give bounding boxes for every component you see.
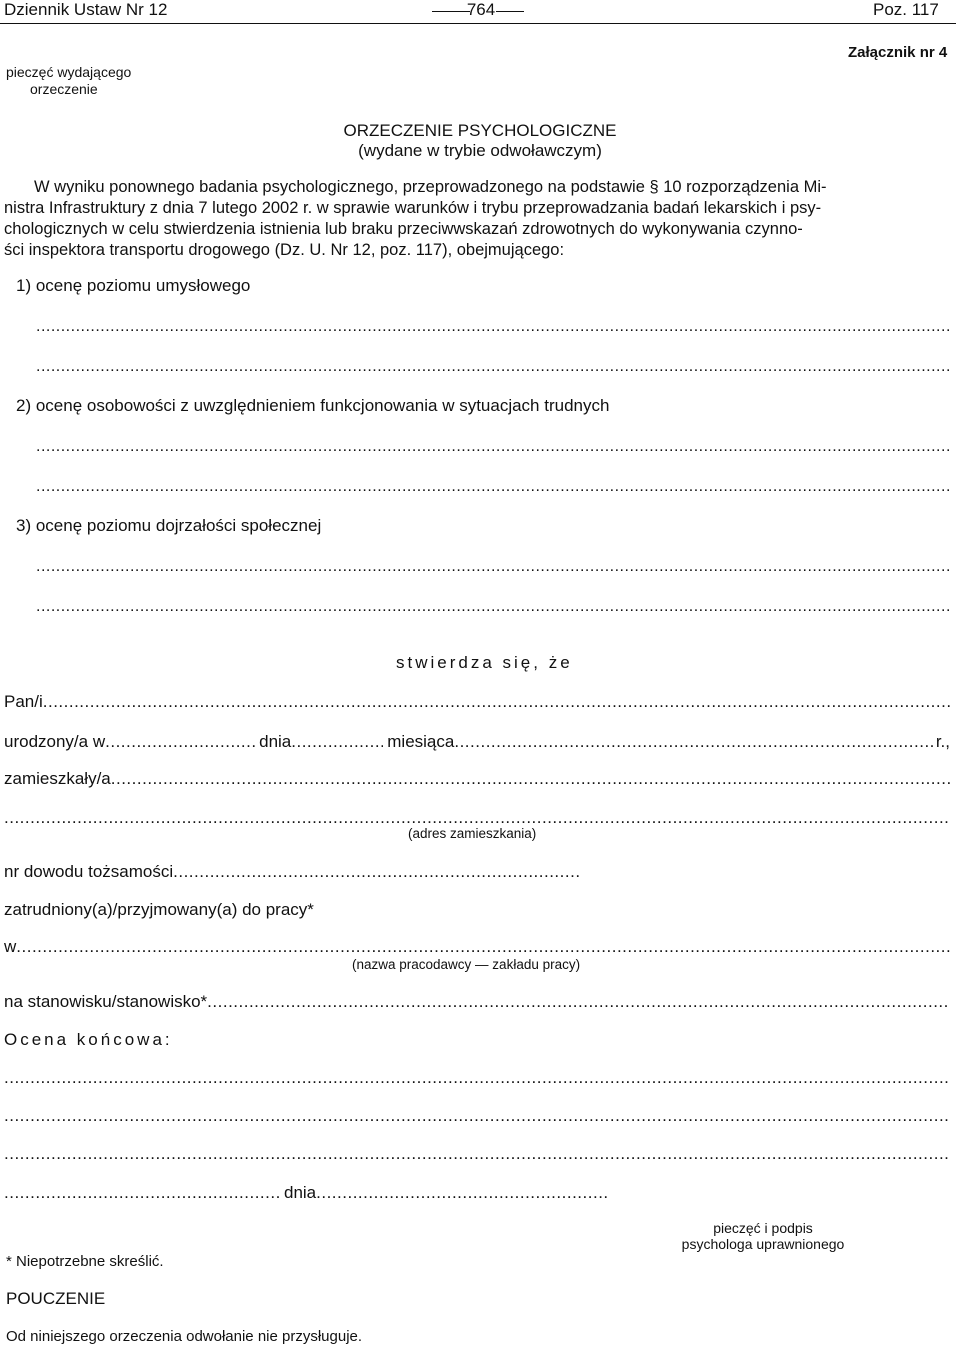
id-field[interactable]	[173, 861, 582, 883]
name-label: Pan/i	[4, 692, 43, 711]
item-3-label: 3) ocenę poziomu dojrzałości społecznej	[16, 516, 322, 535]
position-field[interactable]	[207, 991, 950, 1013]
final-assessment-label: Ocena końcowa:	[4, 1030, 173, 1049]
stamp-label-line1: pieczęć wydającego	[6, 64, 132, 80]
item-2-line-2[interactable]	[36, 478, 950, 496]
item-1-line-1[interactable]	[36, 318, 950, 336]
signature-caption-line1: pieczęć i podpis	[713, 1220, 813, 1236]
header-dash-right	[496, 11, 524, 12]
signature-caption-line2: psychologa uprawnionego	[681, 1236, 845, 1252]
employment-label: zatrudniony(a)/przyjmowany(a) do pracy*	[4, 900, 314, 919]
page-number: 764	[466, 0, 496, 19]
place-field[interactable]	[4, 1182, 280, 1204]
birthplace-field[interactable]	[105, 731, 255, 753]
id-label: nr dowodu tożsamości	[4, 862, 174, 881]
document-title: ORZECZENIE PSYCHOLOGICZNE	[343, 121, 617, 140]
final-assessment-line-1[interactable]	[4, 1068, 950, 1088]
employer-prefix: w	[4, 937, 17, 956]
item-3-line-1[interactable]	[36, 558, 950, 576]
item-2-label: 2) ocenę osobowości z uwzględnieniem funkcjonowania w sytuacjach trudnych	[16, 396, 610, 415]
birth-day-field[interactable]	[291, 731, 383, 753]
intro-line-3: chologicznych w celu stwierdzenia istnienia lub braku przeciwwskazań zdrowotnych do wykonywania czynno-	[4, 220, 803, 238]
intro-line-4: ści inspektora transportu drogowego (Dz. U. Nr 12, poz. 117), obejmującego:	[4, 241, 565, 259]
date-label: dnia	[284, 1183, 317, 1202]
final-assessment-line-3[interactable]	[4, 1144, 950, 1164]
residence-field-row	[4, 768, 950, 790]
item-3-line-2[interactable]	[36, 598, 950, 616]
year-suffix: r.,	[935, 732, 950, 751]
notice-text: Od niniejszego orzeczenia odwołanie nie przysługuje.	[6, 1328, 363, 1345]
place-date-row	[4, 1182, 610, 1204]
day-label: dnia	[259, 732, 292, 751]
birth-month-field[interactable]	[454, 731, 933, 753]
footnote: * Niepotrzebne skreślić.	[6, 1253, 164, 1270]
finding-heading: stwierdza się, że	[396, 653, 573, 672]
item-2-line-1[interactable]	[36, 438, 950, 456]
annex-label: Załącznik nr 4	[848, 44, 948, 61]
header-rule	[0, 23, 956, 24]
position-field-row	[4, 991, 950, 1013]
employer-field-row	[4, 936, 950, 958]
residence-label: zamieszkały/a	[4, 769, 111, 788]
id-field-row	[4, 861, 582, 883]
residence-field[interactable]	[111, 768, 950, 790]
intro-line-2: nistra Infrastruktury z dnia 7 lutego 2002 r. w sprawie warunków i trybu przeprowadzania badań lekarskich i psy-	[4, 199, 822, 217]
employer-field[interactable]	[16, 936, 950, 958]
position-number: Poz. 117	[873, 0, 939, 19]
document-subtitle: (wydane w trybie odwoławczym)	[358, 141, 602, 160]
month-label: miesiąca	[387, 732, 455, 751]
final-assessment-line-2[interactable]	[4, 1106, 950, 1126]
journal-name: Dziennik Ustaw Nr 12	[4, 0, 168, 19]
employer-caption: (nazwa pracodawcy — zakładu pracy)	[352, 957, 581, 972]
date-field[interactable]	[316, 1182, 610, 1204]
intro-line-1: W wyniku ponownego badania psychologicznego, przeprowadzonego na podstawie § 10 rozporządzenia Mi-	[34, 178, 827, 196]
birth-field-row	[4, 731, 950, 753]
notice-heading: POUCZENIE	[6, 1289, 106, 1308]
item-1-line-2[interactable]	[36, 358, 950, 376]
address-line[interactable]	[4, 808, 950, 828]
name-field[interactable]	[43, 691, 950, 713]
item-1-label: 1) ocenę poziomu umysłowego	[16, 276, 251, 295]
address-caption: (adres zamieszkania)	[408, 826, 537, 841]
position-label: na stanowisku/stanowisko*	[4, 992, 208, 1011]
born-label: urodzony/a w	[4, 732, 106, 751]
stamp-label-line2: orzeczenie	[30, 81, 98, 97]
header-dash-left	[432, 11, 470, 12]
name-field-row	[4, 691, 950, 713]
